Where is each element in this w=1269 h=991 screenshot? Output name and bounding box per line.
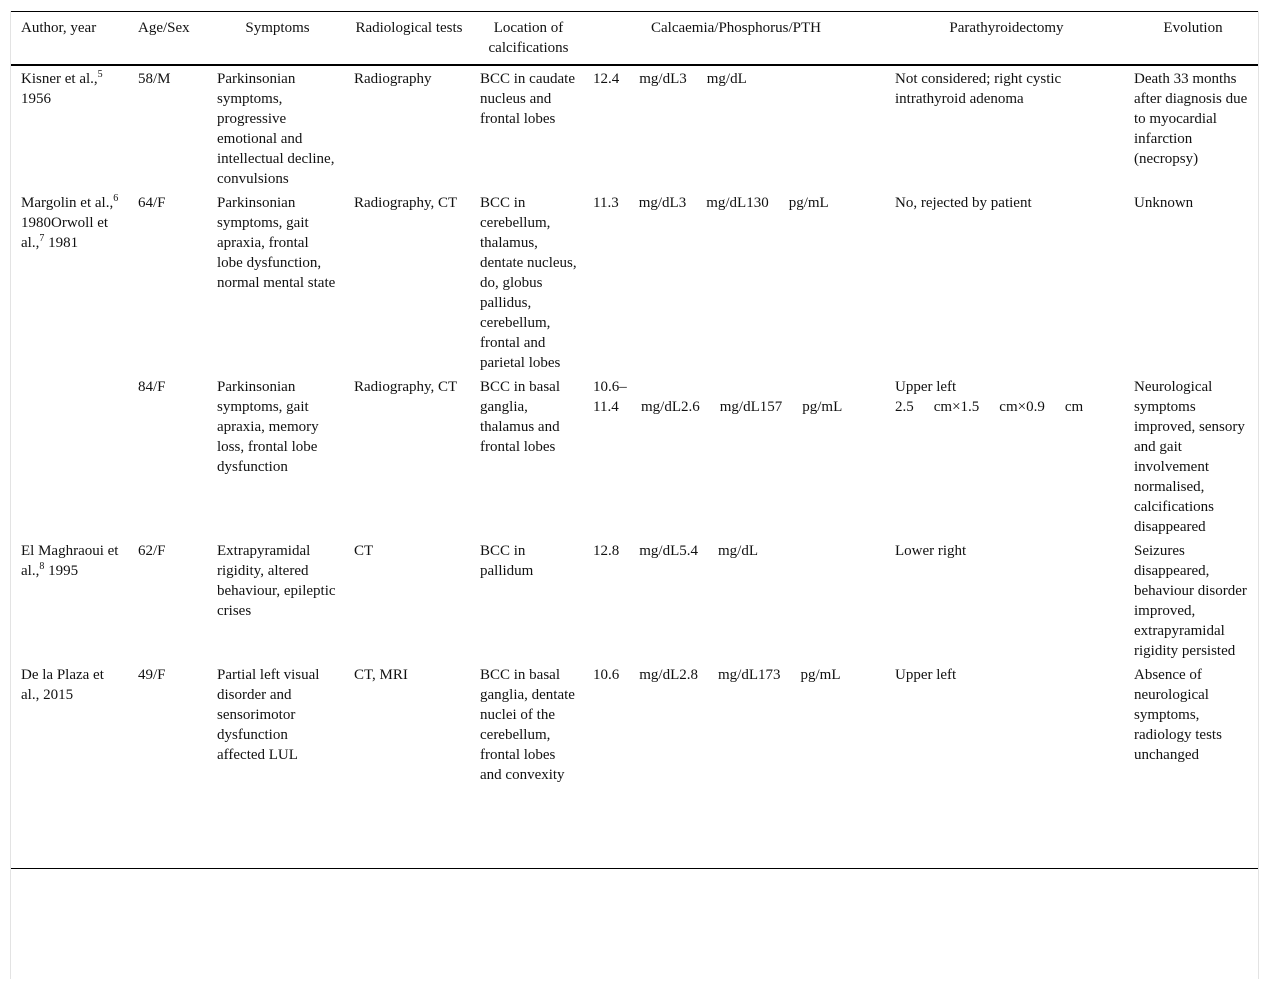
unit-text: mg/dL (718, 543, 758, 559)
author-cell: De la Plaza et al., 2015 (21, 667, 104, 703)
reference-number: 8 (39, 561, 45, 572)
size-value-3: cm×0.9 (999, 399, 1045, 415)
size-value-1: 2.5 (895, 399, 914, 415)
pth-value: mg/dL157 (719, 399, 783, 415)
calcaemia-value: 10.6 (593, 667, 620, 683)
labs-cell (583, 375, 885, 539)
location-cell: BCC in caudate nucleus and frontal lobes (480, 71, 575, 127)
author-cell (11, 375, 128, 539)
evolution-cell: Unknown (1134, 195, 1194, 211)
phosphorus-value: mg/dL2.6 (641, 399, 700, 415)
age-sex-cell: 64/F (138, 195, 166, 211)
location-text: Upper left (895, 379, 957, 395)
labs-cell (583, 663, 885, 869)
header-radiological: Radiological tests (355, 20, 463, 36)
calcaemia-value: 12.8 (593, 543, 620, 559)
location-cell: BCC in basal ganglia, thalamus and frontal lobes (480, 379, 561, 455)
author-cell (11, 191, 128, 375)
author-text-2: 1980Orwoll et al., (21, 215, 109, 251)
radiological-cell: Radiography, CT (354, 195, 458, 211)
labs-cell (583, 65, 885, 191)
calcaemia-value: 10.6–11.4 (593, 379, 627, 415)
header-location: Location of calcifications (488, 20, 569, 56)
author-text: Margolin et al., (21, 195, 114, 211)
unit-text: pg/mL (802, 399, 843, 415)
table-row (11, 663, 1258, 869)
header-symptoms: Symptoms (245, 20, 310, 36)
parathyroidectomy-cell: No, rejected by patient (895, 195, 1032, 211)
header-parathyroidectomy: Parathyroidectomy (949, 20, 1064, 36)
calcaemia-value: 12.4 (593, 71, 620, 87)
reference-number: 6 (113, 193, 119, 204)
phosphorus-value: mg/dL5.4 (639, 543, 698, 559)
author-cell (11, 65, 128, 191)
parathyroidectomy-cell: Not considered; right cystic intrathyroid adenoma (895, 71, 1062, 107)
header-labs: Calcaemia/Phosphorus/PTH (651, 20, 821, 36)
table-container (10, 11, 1259, 979)
labs-cell (583, 191, 885, 375)
radiological-cell: Radiography (354, 71, 432, 87)
age-sex-cell: 62/F (138, 543, 166, 559)
age-sex-cell: 84/F (138, 379, 166, 395)
symptoms-cell: Parkinsonian symptoms, gait apraxia, frontal lobe dysfunction, normal mental state (217, 195, 336, 291)
header-evolution: Evolution (1163, 20, 1223, 36)
calcaemia-value: 11.3 (593, 195, 619, 211)
table-row (11, 65, 1258, 191)
header-author: Author, year (21, 20, 97, 36)
pth-value: mg/dL130 (706, 195, 769, 211)
header-age-sex: Age/Sex (138, 20, 190, 36)
symptoms-cell: Parkinsonian symptoms, gait apraxia, memory loss, frontal lobe dysfunction (217, 379, 319, 475)
author-cell (11, 539, 128, 663)
author-year: 1981 (44, 235, 79, 251)
parathyroidectomy-cell (885, 375, 1124, 539)
radiological-cell: CT, MRI (354, 667, 408, 683)
radiological-cell: CT (354, 543, 374, 559)
location-cell: BCC in basal ganglia, dentate nuclei of the cerebellum, frontal lobes and convexity (480, 667, 575, 783)
reference-number-2: 7 (39, 233, 45, 244)
case-comparison-table (11, 11, 1258, 869)
author-year: 1956 (21, 91, 51, 107)
labs-cell (583, 539, 885, 663)
size-value-2: cm×1.5 (933, 399, 980, 415)
table-row (11, 539, 1258, 663)
unit-text: pg/mL (800, 667, 841, 683)
phosphorus-value: mg/dL3 (639, 71, 687, 87)
author-text: Kisner et al., (21, 71, 98, 87)
location-cell: BCC in pallidum (480, 543, 534, 579)
age-sex-cell: 58/M (138, 71, 171, 87)
evolution-cell: Absence of neurological symptoms, radiology tests unchanged (1134, 667, 1222, 763)
evolution-cell: Seizures disappeared, behaviour disorder improved, extrapyramidal rigidity persisted (1134, 543, 1247, 659)
unit-text: pg/mL (788, 195, 829, 211)
author-text: El Maghraoui et al., (21, 543, 119, 579)
size-unit: cm (1064, 399, 1084, 415)
parathyroidectomy-cell: Upper left (895, 667, 957, 683)
size-text (895, 397, 1118, 417)
evolution-cell: Neurological symptoms improved, sensory and gait involvement normalised, calcifications disappeared (1134, 379, 1245, 535)
symptoms-cell: Partial left visual disorder and sensorimotor dysfunction affected LUL (217, 667, 320, 763)
unit-text: mg/dL (706, 71, 747, 87)
symptoms-cell: Extrapyramidal rigidity, altered behaviour, epileptic crises (217, 543, 336, 619)
parathyroidectomy-cell: Lower right (895, 543, 967, 559)
phosphorus-value: mg/dL2.8 (639, 667, 698, 683)
location-cell: BCC in cerebellum, thalamus, dentate nucleus, do, globus pallidus, cerebellum, frontal and parietal lobes (480, 195, 577, 371)
phosphorus-value: mg/dL3 (638, 195, 687, 211)
header-row (11, 12, 1258, 66)
table-row (11, 375, 1258, 539)
symptoms-cell: Parkinsonian symptoms, progressive emotional and intellectual decline, convulsions (217, 71, 335, 187)
evolution-cell: Death 33 months after diagnosis due to myocardial infarction (necropsy) (1134, 71, 1248, 167)
table-row (11, 191, 1258, 375)
pth-value: mg/dL173 (718, 667, 781, 683)
radiological-cell: Radiography, CT (354, 379, 458, 395)
author-year: 1995 (44, 563, 79, 579)
age-sex-cell: 49/F (138, 667, 166, 683)
reference-number: 5 (97, 69, 103, 80)
